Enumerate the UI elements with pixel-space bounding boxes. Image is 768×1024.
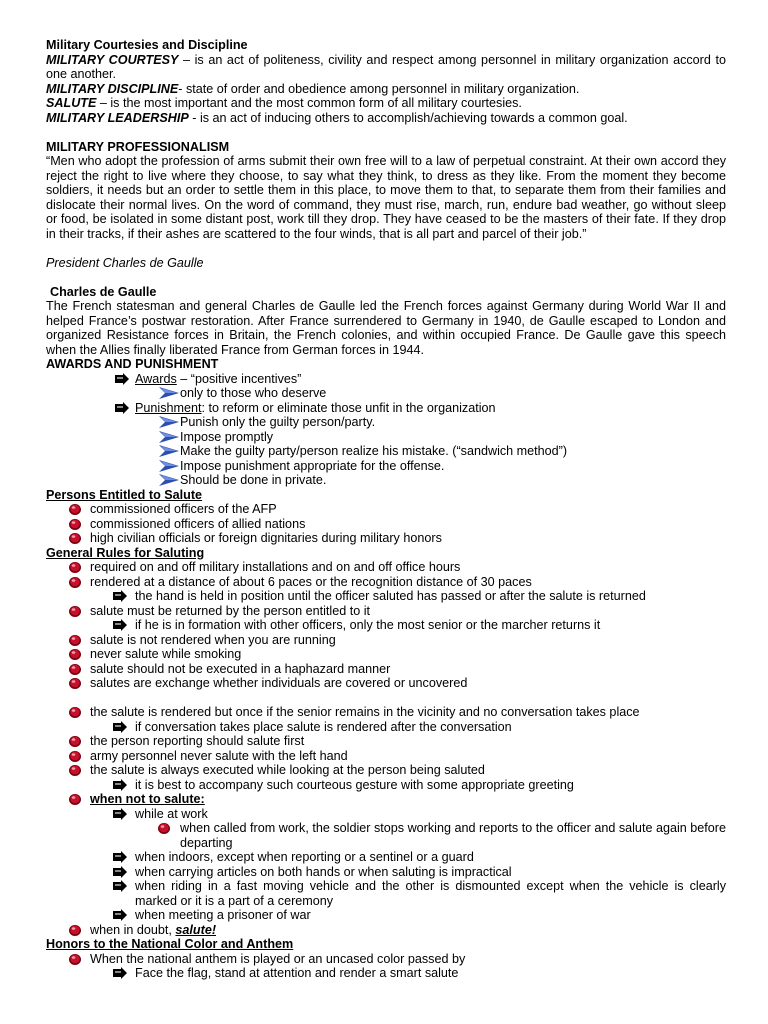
list-item-text: Should be done in private. <box>180 473 327 487</box>
definition-text: - state of order and obedience among personnel in military organization. <box>178 81 580 96</box>
list-item <box>46 720 726 735</box>
list-item-when-not <box>46 792 726 807</box>
list-item-text: salute must be returned by the person entitled to it <box>90 603 371 618</box>
list-item-text: the person reporting should salute first <box>90 734 305 748</box>
list-item <box>46 807 726 822</box>
section-heading-courtesies: Military Courtesies and Discipline <box>46 38 248 52</box>
list-item <box>46 966 726 981</box>
list-item-text: salutes are exchange whether individuals are covered or uncovered <box>90 676 468 690</box>
list-item <box>46 575 726 590</box>
ruby-bullet-icon <box>68 561 82 574</box>
list-item <box>46 604 726 619</box>
ruby-bullet-icon <box>68 648 82 661</box>
ruby-bullet-icon <box>68 518 82 531</box>
arrow-bullet-icon <box>112 880 128 892</box>
list-item <box>46 952 726 967</box>
ruby-bullet-icon <box>68 503 82 516</box>
list-item-text: while at work <box>135 806 208 821</box>
list-item-text: never salute while smoking <box>90 647 242 661</box>
section-heading-entitled: Persons Entitled to Salute <box>46 487 203 502</box>
list-item-text: the salute is always executed while looking at the person being saluted <box>90 763 485 777</box>
list-item <box>46 879 726 908</box>
ruby-bullet-icon <box>68 663 82 676</box>
list-item-text: salute should not be executed in a haphazard manner <box>90 661 391 676</box>
ruby-bullet-icon <box>68 605 82 618</box>
chevron-bullet-icon <box>159 474 179 486</box>
list-item <box>46 778 726 793</box>
list-item <box>46 459 726 474</box>
list-item <box>46 734 726 749</box>
list-item-text: if he is in formation with other officers, only the most senior or the marcher returns it <box>135 618 601 632</box>
list-item <box>46 444 726 459</box>
ruby-bullet-icon <box>68 764 82 777</box>
salute-emphasis: salute! <box>175 922 217 937</box>
ruby-bullet-icon <box>68 634 82 647</box>
list-item <box>46 589 726 604</box>
list-item-text: only to those who deserve <box>180 386 327 400</box>
definition-text: – is an act of politeness, civility and respect among personnel in military organization accord to one another. <box>46 52 726 81</box>
list-item-text: high civilian officials or foreign dignitaries during military honors <box>90 531 442 545</box>
list-item <box>46 850 726 865</box>
ruby-bullet-icon <box>157 822 171 835</box>
definition-courtesy <box>46 53 726 82</box>
quote-paragraph: “Men who adopt the profession of arms submit their own free will to a law of perpetual constraint. At their own accord they reject the right to live where they choose, to say what they think, to dress as they like. From the moment they become soldiers, it needs but an order to settle them in this place, to move them to that, to separate them from their families and dislocate their normal lives. On the word of command, they must rise, march, run, endure bad weather, go without sleep or food, be isolated in some distant post, work till they drop. They have ceased to be the masters of their fate. If they drop in their tracks, if their ashes are scattered to the four winds, that is all part and parcel of their job.” <box>46 154 726 241</box>
list-item <box>46 763 726 778</box>
awards-text: – “positive incentives” <box>176 371 302 386</box>
ruby-bullet-icon <box>68 953 82 966</box>
chevron-bullet-icon <box>159 387 179 399</box>
list-item <box>46 531 726 546</box>
definition-text: - is an act of inducing others to accomplish/achieving towards a common goal. <box>188 110 628 125</box>
ruby-bullet-icon <box>68 924 82 937</box>
list-item <box>46 662 726 677</box>
list-item <box>46 633 726 648</box>
document-page <box>46 38 726 981</box>
ruby-bullet-icon <box>68 793 82 806</box>
list-item-text: Make the guilty party/person realize his mistake. (“sandwich method”) <box>180 444 568 458</box>
list-item <box>46 560 726 575</box>
arrow-bullet-icon <box>114 402 130 414</box>
list-item-text: Face the flag, stand at attention and render a smart salute <box>135 966 459 980</box>
list-item-text: when in doubt, <box>90 922 176 937</box>
list-item-text: When the national anthem is played or an uncased color passed by <box>90 951 466 966</box>
arrow-bullet-icon <box>112 909 128 921</box>
list-item <box>46 386 726 401</box>
arrow-bullet-icon <box>112 851 128 863</box>
list-item <box>46 430 726 445</box>
list-item-text: when meeting a prisoner of war <box>135 908 311 922</box>
list-item <box>46 676 726 691</box>
arrow-bullet-icon <box>112 779 128 791</box>
ruby-bullet-icon <box>68 750 82 763</box>
list-item <box>46 473 726 488</box>
list-item <box>46 705 726 720</box>
arrow-bullet-icon <box>112 619 128 631</box>
list-item-text: the hand is held in position until the officer saluted has passed or after the salute is returned <box>135 589 646 603</box>
arrow-bullet-icon <box>112 721 128 733</box>
list-item <box>46 749 726 764</box>
list-item-text: required on and off military installations and on and off office hours <box>90 560 461 574</box>
definition-salute <box>46 96 726 111</box>
chevron-bullet-icon <box>159 445 179 457</box>
list-item-text: commissioned officers of the AFP <box>90 502 277 516</box>
definition-leadership <box>46 111 726 126</box>
arrow-bullet-icon <box>112 967 128 979</box>
ruby-bullet-icon <box>68 677 82 690</box>
list-item <box>46 821 726 850</box>
punishment-label: Punishment <box>135 400 202 415</box>
list-item-text: Punish only the guilty person/party. <box>180 415 376 429</box>
term: MILITARY LEADERSHIP <box>46 110 189 125</box>
term: SALUTE <box>46 96 97 110</box>
list-item-doubt <box>46 923 726 938</box>
list-item-text: the salute is rendered but once if the senior remains in the vicinity and no conversation takes place <box>90 705 640 719</box>
arrow-bullet-icon <box>114 373 130 385</box>
list-item-text: rendered at a distance of about 6 paces or the recognition distance of 30 paces <box>90 574 532 589</box>
list-item-text: army personnel never salute with the left hand <box>90 748 348 763</box>
section-heading-honors: Honors to the National Color and Anthem <box>46 937 294 951</box>
ruby-bullet-icon <box>68 706 82 719</box>
gaulle-paragraph: The French statesman and general Charles de Gaulle led the French forces against Germany during World War II and helped France’s postwar restoration. After France surrendered to Germany in 1940, de Gaulle escaped to London and organized Resistance forces in Britain, the French colonies, and within occupied France. De Gaulle gave this speech when the Allies finally liberated France from German forces in 1944. <box>46 299 726 357</box>
list-item-awards <box>46 372 726 387</box>
arrow-bullet-icon <box>112 590 128 602</box>
section-heading-rules: General Rules for Saluting <box>46 545 205 560</box>
section-heading-professionalism: MILITARY PROFESSIONALISM <box>46 139 230 154</box>
definition-discipline <box>46 82 726 97</box>
term: MILITARY DISCIPLINE <box>46 81 179 96</box>
chevron-bullet-icon <box>159 416 179 428</box>
ruby-bullet-icon <box>68 576 82 589</box>
list-item-text: when indoors, except when reporting or a sentinel or a guard <box>135 850 474 864</box>
chevron-bullet-icon <box>159 431 179 443</box>
list-item <box>46 647 726 662</box>
list-item <box>46 415 726 430</box>
list-item-text: salute is not rendered when you are running <box>90 632 336 647</box>
section-heading-awards: AWARDS AND PUNISHMENT <box>46 357 219 371</box>
section-heading-gaulle: Charles de Gaulle <box>50 284 157 299</box>
list-item <box>46 517 726 532</box>
ruby-bullet-icon <box>68 532 82 545</box>
when-not-label: when not to salute: <box>90 792 205 806</box>
awards-label: Awards <box>135 371 177 386</box>
list-item <box>46 502 726 517</box>
quote-attribution: President Charles de Gaulle <box>46 255 204 270</box>
list-item-text: Impose punishment appropriate for the offense. <box>180 458 445 473</box>
list-item-text: when riding in a fast moving vehicle and the other is dismounted except when the vehicle is clearly marked or it is a part of a ceremony <box>135 879 726 908</box>
list-item-text: when carrying articles on both hands or when saluting is impractical <box>135 864 512 879</box>
chevron-bullet-icon <box>159 460 179 472</box>
arrow-bullet-icon <box>112 866 128 878</box>
list-item-text: commissioned officers of allied nations <box>90 516 306 531</box>
list-item-text: when called from work, the soldier stops working and reports to the officer and salute again before departing <box>180 821 726 850</box>
list-item <box>46 865 726 880</box>
list-item-text: if conversation takes place salute is rendered after the conversation <box>135 719 512 734</box>
term: MILITARY COURTESY <box>46 52 179 67</box>
punishment-text: : to reform or eliminate those unfit in the organization <box>201 400 496 415</box>
list-item <box>46 618 726 633</box>
definition-text: – is the most important and the most common form of all military courtesies. <box>96 96 522 110</box>
ruby-bullet-icon <box>68 735 82 748</box>
arrow-bullet-icon <box>112 808 128 820</box>
list-item <box>46 908 726 923</box>
list-item-text: it is best to accompany such courteous gesture with some appropriate greeting <box>135 777 574 792</box>
list-item-punishment <box>46 401 726 416</box>
list-item-text: Impose promptly <box>180 429 274 444</box>
